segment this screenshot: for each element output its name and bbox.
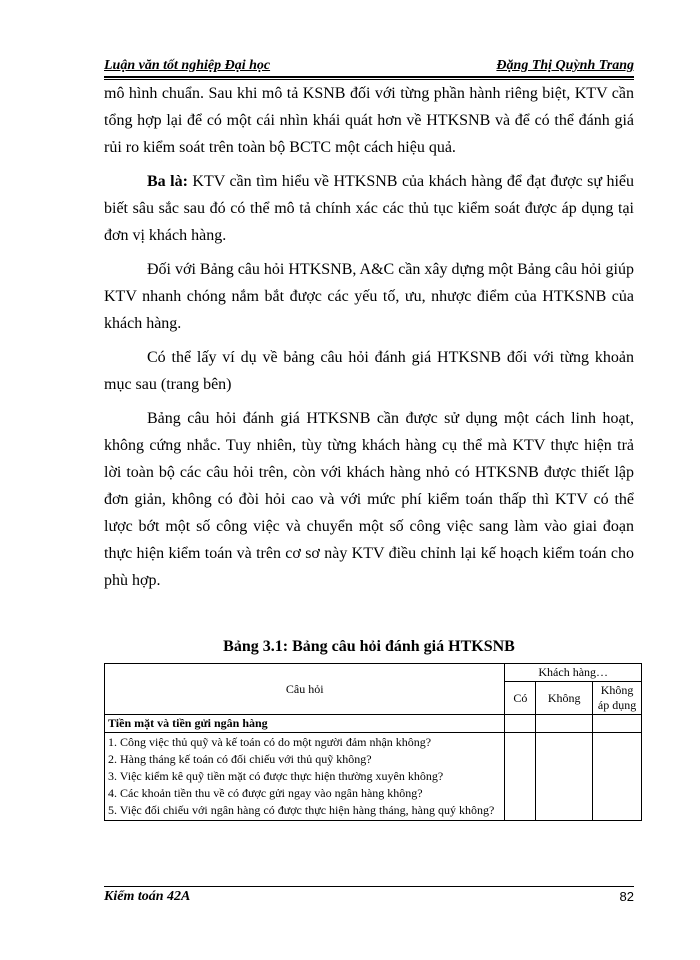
header-rule bbox=[104, 76, 634, 78]
section-cell-kad bbox=[593, 715, 642, 733]
questions-cell bbox=[105, 733, 505, 821]
footer-class: Kiểm toán 42A bbox=[104, 889, 191, 904]
section-row bbox=[105, 715, 642, 733]
header-author: Đặng Thị Quỳnh Trang bbox=[496, 58, 634, 73]
header-question: Câu hỏi bbox=[105, 664, 505, 715]
question-2: 2. Hàng tháng kế toán có đối chiếu với thủ quỹ không? bbox=[108, 752, 372, 766]
paragraph-2-lead: Ba là: bbox=[147, 173, 188, 190]
section-title: Tiền mặt và tiền gửi ngân hàng bbox=[105, 715, 505, 733]
paragraph-3-text: Đối với Bảng câu hỏi HTKSNB, A&C cần xây dựng một Bảng câu hỏi giúp KTV nhanh chóng nắm bắt được các yếu tố, ưu, nhược điểm của HTKSNB của khách hàng. bbox=[104, 261, 634, 332]
header-khong: Không bbox=[536, 682, 593, 715]
answer-cell-khong[interactable] bbox=[536, 733, 593, 821]
header-khong-ap-dung: Không áp dụng bbox=[593, 682, 642, 715]
footer-rule bbox=[104, 886, 634, 887]
paragraph-1-text: mô hình chuẩn. Sau khi mô tả KSNB đối với từng phần hành riêng biệt, KTV cần tổng hợp lại để có một cái nhìn khái quát hơn về HTKSNB và để có thể đánh giá rủi ro kiểm soát trên toàn bộ BCTC một cách hiệu quả. bbox=[104, 85, 634, 156]
header-thesis-title: Luận văn tốt nghiệp Đại học bbox=[104, 58, 271, 73]
page-header bbox=[104, 58, 634, 78]
paragraph-4 bbox=[104, 344, 634, 398]
section-cell-khong bbox=[536, 715, 593, 733]
header-co: Có bbox=[505, 682, 536, 715]
question-5: 5. Việc đối chiếu với ngân hàng có được thực hiện hàng tháng, hàng quý không? bbox=[108, 803, 495, 817]
table-body-row bbox=[105, 733, 642, 821]
table-title: Bảng 3.1: Bảng câu hỏi đánh giá HTKSNB bbox=[223, 638, 515, 655]
paragraph-5-text: Bảng câu hỏi đánh giá HTKSNB cần được sử dụng một cách linh hoạt, không cứng nhắc. Tuy nhiên, tùy từng khách hàng cụ thể mà KTV thực hiện trả lời toàn bộ các câu hỏi trên, còn với khách hàng nhỏ có HTKSNB được thiết lập đơn giản, không có đòi hỏi cao và với mức phí kiểm toán thấp thì KTV có thể lược bớt một số công việc và chuyển một số công việc sang làm vào giai đoạn thực hiện kiểm toán và trên cơ sơ này KTV điều chỉnh lại kế hoạch kiểm toán cho phù hợp. bbox=[104, 410, 634, 589]
question-4: 4. Các khoản tiền thu về có được gửi ngay vào ngân hàng không? bbox=[108, 786, 423, 800]
answer-cell-kad[interactable] bbox=[593, 733, 642, 821]
paragraph-5 bbox=[104, 405, 634, 594]
section-cell-co bbox=[505, 715, 536, 733]
paragraph-2 bbox=[104, 168, 634, 249]
header-client-group: Khách hàng… bbox=[505, 664, 642, 682]
paragraph-1 bbox=[104, 80, 634, 161]
question-3: 3. Việc kiểm kê quỹ tiền mặt có được thực hiện thường xuyên không? bbox=[108, 769, 444, 783]
table-header-row bbox=[105, 664, 642, 682]
paragraph-2-text: KTV cần tìm hiểu về HTKSNB của khách hàng để đạt được sự hiểu biết sâu sắc sau đó có thể mô tả chính xác các thủ tục kiểm soát được áp dụng tại đơn vị khách hàng. bbox=[104, 173, 635, 244]
answer-cell-co[interactable] bbox=[505, 733, 536, 821]
body-text bbox=[104, 80, 634, 601]
questionnaire-table bbox=[104, 663, 642, 821]
page-number: 82 bbox=[619, 889, 634, 904]
paragraph-4-text: Có thể lấy ví dụ về bảng câu hỏi đánh giá HTKSNB đối với từng khoản mục sau (trang bên) bbox=[104, 349, 634, 393]
paragraph-3 bbox=[104, 256, 634, 337]
question-1: 1. Công việc thủ quỹ và kế toán có do một người đảm nhận không? bbox=[108, 735, 432, 749]
